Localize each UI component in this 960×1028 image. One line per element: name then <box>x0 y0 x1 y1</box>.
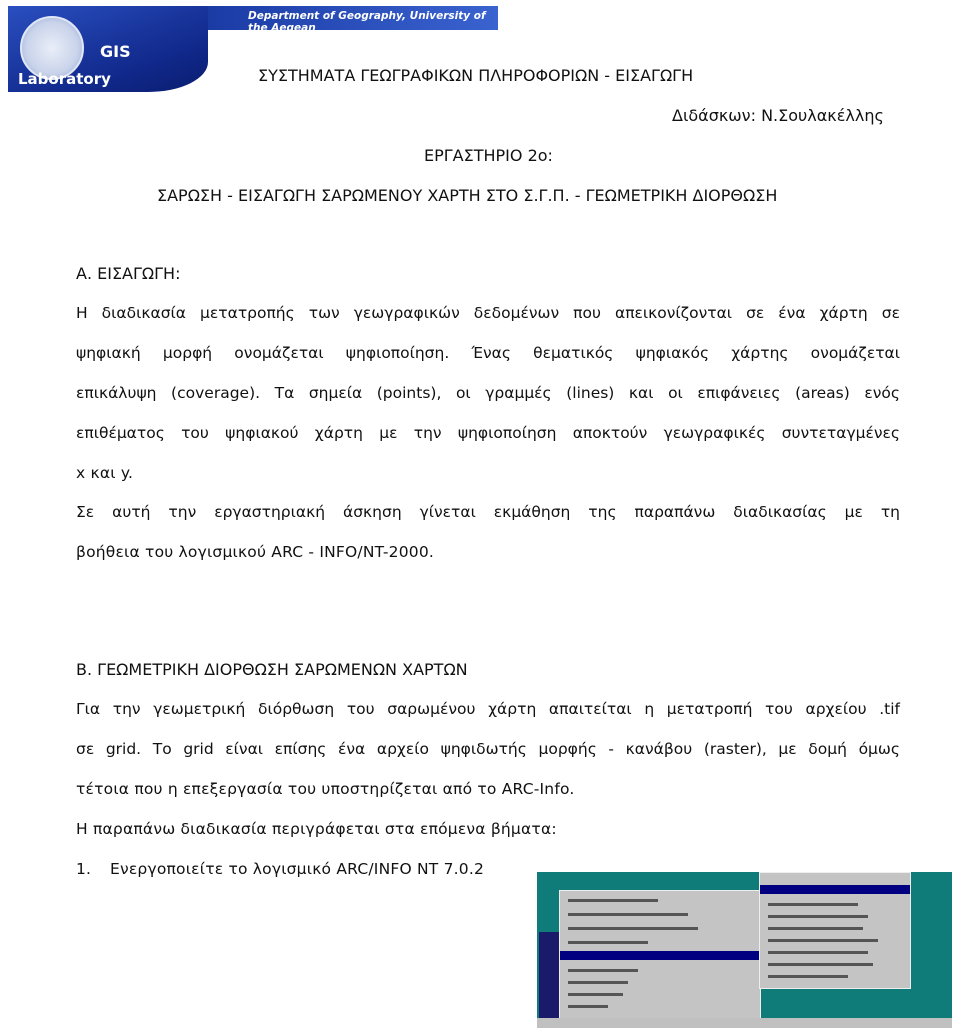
menu-row <box>568 899 658 902</box>
taskbar <box>537 1018 952 1028</box>
menu-highlight <box>560 951 760 960</box>
step-1-instruction: Ενεργοποιείτε το λογισμικό <box>110 860 332 878</box>
department-name: Department of Geography, University of the Aegean <box>248 10 486 34</box>
step-1-text <box>110 860 484 878</box>
section-a-line: x και y. <box>76 464 134 482</box>
section-a-line: Σε αυτή την εργαστηριακή άσκηση γίνεται εκμάθηση της παραπάνω διαδικασίας με τη <box>76 503 900 521</box>
menu-row <box>568 981 628 984</box>
step-1-software: ARC/INFO NT 7.0.2 <box>336 860 485 878</box>
submenu-row <box>768 951 868 954</box>
programs-submenu-panel <box>759 872 911 989</box>
menu-row <box>568 993 623 996</box>
section-b-line: Η παραπάνω διαδικασία περιγράφεται στα επόμενα βήματα: <box>76 820 557 838</box>
menu-row <box>568 941 648 944</box>
step-1-number: 1. <box>76 860 92 878</box>
section-a-line: βοήθεια του λογισμικού ARC - INFO/NT-2000. <box>76 543 435 561</box>
logo-text-gis: GIS <box>100 42 131 61</box>
submenu-row <box>768 927 863 930</box>
lab-subtitle: ΣΑΡΩΣΗ - ΕΙΣΑΓΩΓΗ ΣΑΡΩΜΕΝΟΥ ΧΑΡΤΗ ΣΤΟ Σ.Γ.Π. - ΓΕΩΜΕΤΡΙΚΗ ΔΙΟΡΘΩΣΗ <box>157 186 778 205</box>
lab-number: ΕΡΓΑΣΤΗΡΙΟ 2ο: <box>424 146 553 165</box>
section-b-line: Για την γεωμετρική διόρθωση του σαρωμένου χάρτη απαιτείται η μετατροπή του αρχείου .tif <box>76 700 900 718</box>
instructor: Διδάσκων: Ν.Σουλακέλλης <box>672 106 884 125</box>
menu-row <box>568 927 698 930</box>
submenu-row <box>768 915 868 918</box>
submenu-row <box>768 939 878 942</box>
menu-row <box>568 913 688 916</box>
section-a-line: επικάλυψη (coverage). Τα σημεία (points), οι γραμμές (lines) και οι επιφάνειες (areas) ενός <box>76 384 900 402</box>
start-menu-side-banner <box>539 932 559 1018</box>
section-a-line: Η διαδικασία μετατροπής των γεωγραφικών δεδομένων που απεικονίζονται σε ένα χάρτη σε <box>76 304 900 322</box>
logo-text-laboratory: Laboratory <box>18 70 111 88</box>
start-menu-screenshot <box>537 872 952 1028</box>
submenu-row <box>768 963 873 966</box>
section-a-line: ψηφιακή μορφή ονομάζεται ψηφιοποίηση. Ένας θεματικός ψηφιακός χάρτης ονομάζεται <box>76 344 900 362</box>
section-b-heading: Β. ΓΕΩΜΕΤΡΙΚΗ ΔΙΟΡΘΩΣΗ ΣΑΡΩΜΕΝΩΝ ΧΑΡΤΩΝ <box>76 660 468 679</box>
submenu-row <box>768 903 858 906</box>
menu-row <box>568 1005 608 1008</box>
section-a-line: επιθέματος του ψηφιακού χάρτη με την ψηφιοποίηση αποκτούν γεωγραφικές συντεταγμένες <box>76 424 900 442</box>
submenu-highlight <box>760 885 910 894</box>
start-menu-panel <box>559 890 761 1022</box>
menu-row <box>568 969 638 972</box>
section-b-line: σε grid. Το grid είναι επίσης ένα αρχείο ψηφιδωτής μορφής - κανάβου (raster), με δομή όμως <box>76 740 900 758</box>
course-title: ΣΥΣΤΗΜΑΤΑ ΓΕΩΓΡΑΦΙΚΩΝ ΠΛΗΡΟΦΟΡΙΩΝ - ΕΙΣΑΓΩΓΗ <box>258 66 694 85</box>
submenu-row <box>768 975 848 978</box>
section-b-line: τέτοια που η επεξεργασία του υποστηρίζεται από το ARC-Info. <box>76 780 575 798</box>
section-a-heading: Α. ΕΙΣΑΓΩΓΗ: <box>76 264 181 283</box>
